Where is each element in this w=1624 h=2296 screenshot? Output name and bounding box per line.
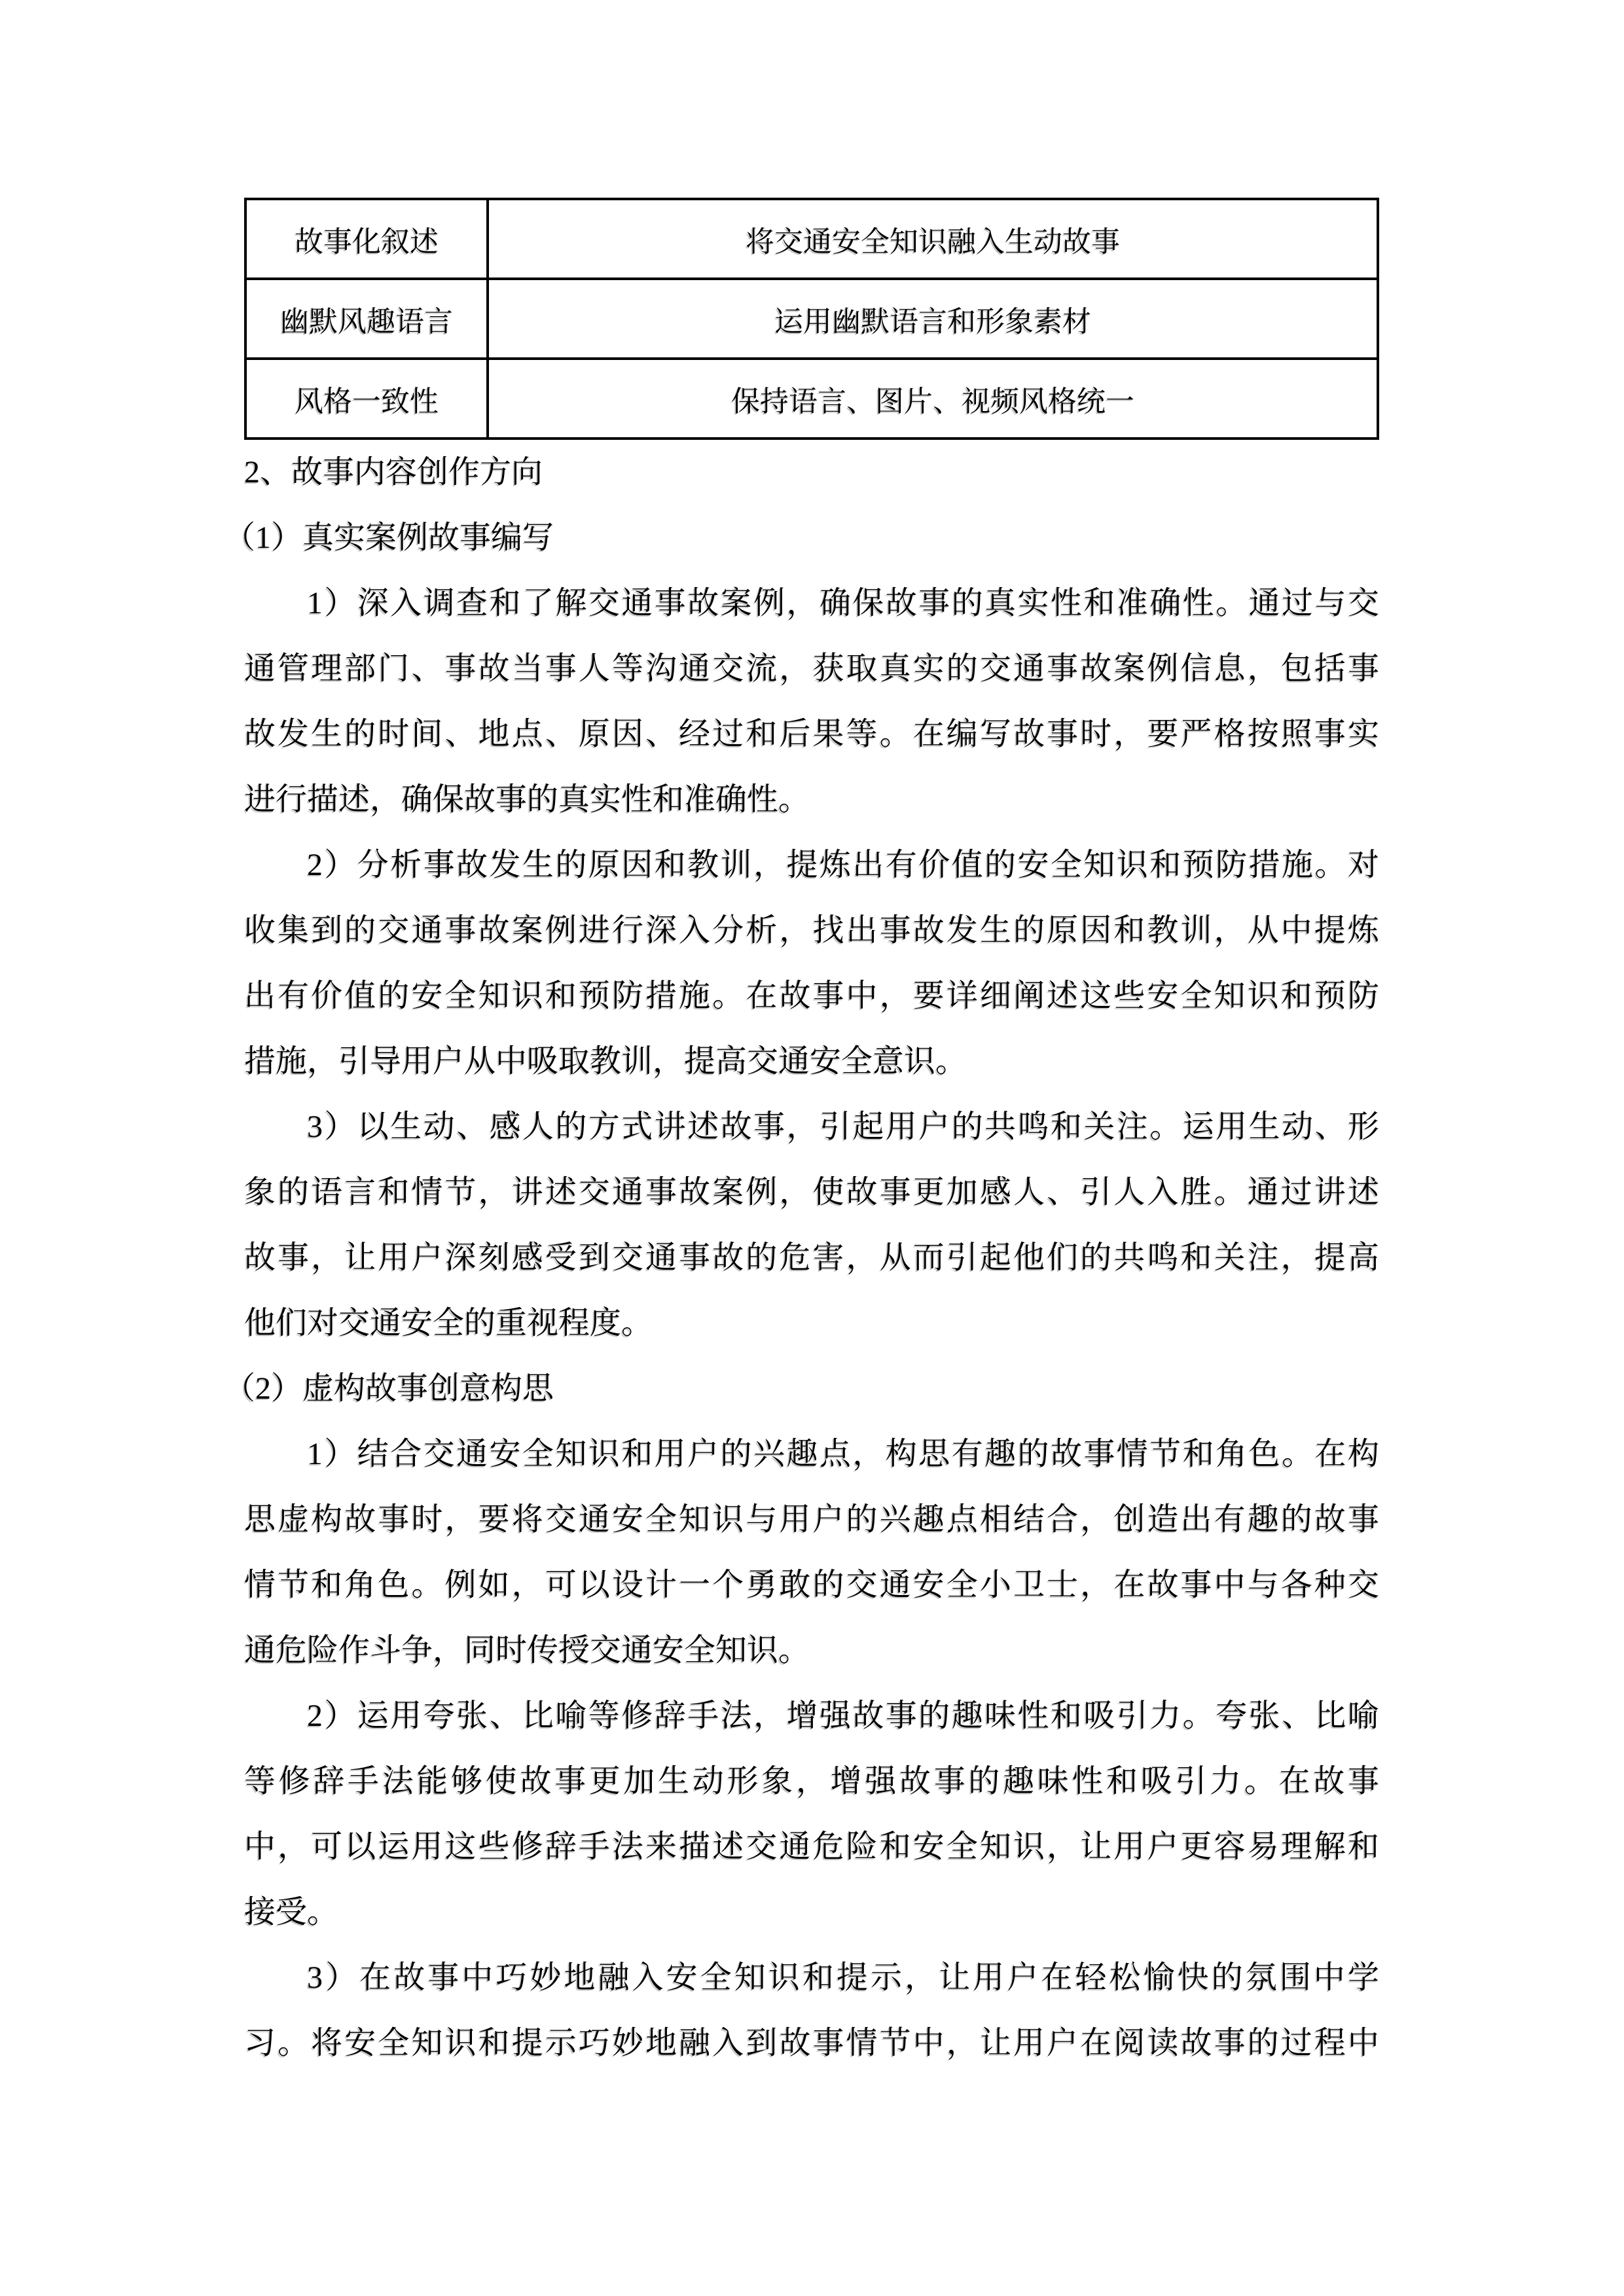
text-line: 中，可以运用这些修辞手法来描述交通危险和安全知识，让用户更容易理解和: [244, 1829, 1379, 1864]
paragraph: [244, 1683, 1379, 1945]
table-cell-description: 运用幽默语言和形象素材: [488, 279, 1378, 359]
heading-text: 2、故事内容创作方向: [244, 455, 543, 490]
paragraph: [244, 1945, 1379, 2076]
table-cell-feature: 故事化叙述: [245, 199, 488, 279]
text-line: 1）深入调查和了解交通事故案例，确保故事的真实性和准确性。通过与交: [307, 586, 1379, 620]
text-line: 通危险作斗争，同时传授交通安全知识。: [244, 1633, 810, 1668]
paragraph: [244, 833, 1379, 1094]
table-cell-feature: 风格一致性: [245, 359, 488, 439]
text-line: 故发生的时间、地点、原因、经过和后果等。在编写故事时，要严格按照事实: [244, 717, 1379, 751]
text-line: 思虚构故事时，要将交通安全知识与用户的兴趣点相结合，创造出有趣的故事: [244, 1502, 1379, 1537]
table-row: [245, 199, 1378, 279]
paragraph: [244, 1094, 1379, 1356]
text-line: 象的语言和情节，讲述交通事故案例，使故事更加感人、引人入胜。通过讲述: [244, 1175, 1379, 1210]
text-line: 情节和角色。例如，可以设计一个勇敢的交通安全小卫士，在故事中与各种交: [244, 1568, 1379, 1602]
subheading-text: （1）真实案例故事编写: [224, 520, 554, 555]
text-line: 进行描述，确保故事的真实性和准确性。: [244, 782, 810, 817]
table-row: [245, 359, 1378, 439]
section-heading: [244, 440, 1379, 505]
features-table-body: [245, 199, 1378, 439]
text-line: 接受。: [244, 1895, 339, 1929]
table-cell-feature: 幽默风趣语言: [245, 279, 488, 359]
text-line: 措施，引导用户从中吸取教训，提高交通安全意识。: [244, 1044, 967, 1079]
text-line: 出有价值的安全知识和预防措施。在故事中，要详细阐述这些安全知识和预防: [244, 978, 1379, 1013]
features-table: [244, 198, 1379, 440]
paragraph: [244, 1422, 1379, 1683]
table-cell-description: 保持语言、图片、视频风格统一: [488, 359, 1378, 439]
subheading-text: （2）虚构故事创意构思: [224, 1371, 554, 1406]
text-line: 3）以生动、感人的方式讲述故事，引起用户的共鸣和关注。运用生动、形: [307, 1109, 1379, 1144]
table-row: [245, 279, 1378, 359]
text-line: 1）结合交通安全知识和用户的兴趣点，构思有趣的故事情节和角色。在构: [307, 1437, 1379, 1471]
table-cell-description: 将交通安全知识融入生动故事: [488, 199, 1378, 279]
section-subheading: [224, 1356, 1379, 1422]
text-line: 2）运用夸张、比喻等修辞手法，增强故事的趣味性和吸引力。夸张、比喻: [307, 1698, 1379, 1733]
document-body: [224, 440, 1379, 2076]
text-line: 通管理部门、事故当事人等沟通交流，获取真实的交通事故案例信息，包括事: [244, 651, 1379, 686]
text-line: 他们对交通安全的重视程度。: [244, 1306, 653, 1340]
paragraph: [244, 571, 1379, 833]
text-line: 故事，让用户深刻感受到交通事故的危害，从而引起他们的共鸣和关注，提高: [244, 1240, 1379, 1275]
text-line: 2）分析事故发生的原因和教训，提炼出有价值的安全知识和预防措施。对: [307, 848, 1379, 882]
text-line: 习。将安全知识和提示巧妙地融入到故事情节中，让用户在阅读故事的过程中: [244, 2026, 1379, 2060]
text-line: 收集到的交通事故案例进行深入分析，找出事故发生的原因和教训，从中提炼: [244, 913, 1379, 948]
text-line: 3）在故事中巧妙地融入安全知识和提示，让用户在轻松愉快的氛围中学: [307, 1960, 1379, 1995]
section-subheading: [224, 505, 1379, 571]
text-line: 等修辞手法能够使故事更加生动形象，增强故事的趣味性和吸引力。在故事: [244, 1764, 1379, 1799]
